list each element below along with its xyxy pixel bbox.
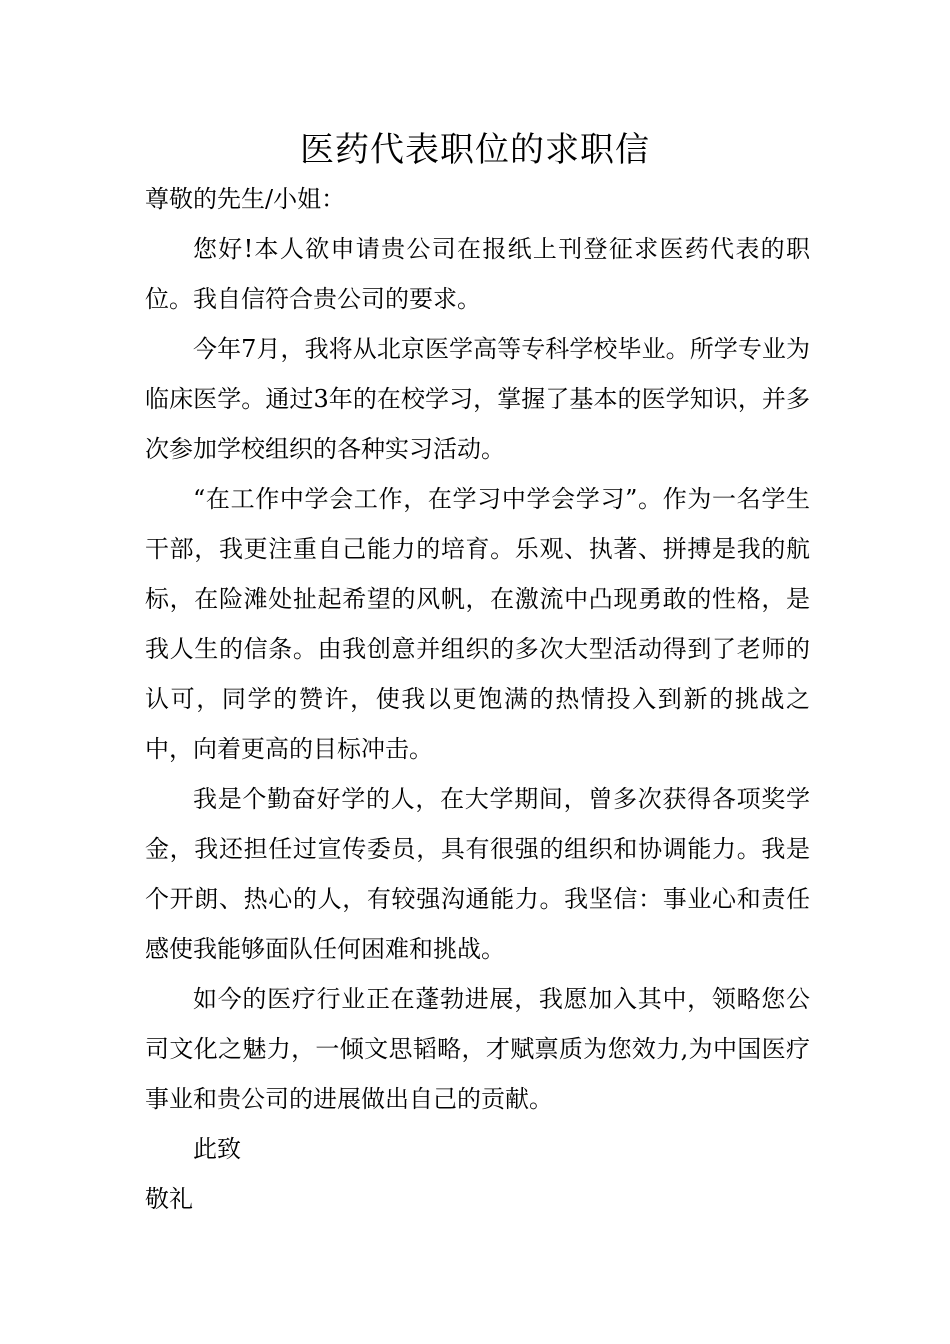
paragraph-4: 我是个勤奋好学的人，在大学期间，曾多次获得各项奖学金，我还担任过宣传委员，具有很强的组织和协调能力。我是个开朗、热心的人，有较强沟通能力。我坚信：事业心和责任感使我能够面队任何困难和挑战。 [145, 785, 810, 963]
closing-line-1: 此致 [193, 1135, 241, 1163]
paragraph-1: 您好!本人欲申请贵公司在报纸上刊登征求医药代表的职位。我自信符合贵公司的要求。 [145, 235, 810, 313]
paragraph-2: 今年7月，我将从北京医学高等专科学校毕业。所学专业为临床医学。通过3年的在校学习，掌握了基本的医学知识，并多次参加学校组织的各种实习活动。 [145, 335, 810, 463]
paragraph-3: “在工作中学会工作，在学习中学会学习”。作为一名学生干部，我更注重自己能力的培育。乐观、执著、拼搏是我的航标，在险滩处扯起希望的风帆，在激流中凸现勇敢的性格，是我人生的信条。由我创意并组织的多次大型活动得到了老师的认可，同学的赞许，使我以更饱满的热情投入到新的挑战之中，向着更高的目标冲击。 [145, 485, 810, 763]
closing-line-2: 敬礼 [145, 1185, 193, 1213]
letter-body [145, 174, 810, 1224]
paragraph-5: 如今的医疗行业正在蓬勃进展，我愿加入其中，领略您公司文化之魅力，一倾文思韬略，才赋禀质为您效力,为中国医疗事业和贵公司的进展做出自己的贡献。 [145, 985, 810, 1113]
page-title: 医药代表职位的求职信 [300, 130, 650, 170]
salutation: 尊敬的先生/小姐： [145, 185, 346, 213]
